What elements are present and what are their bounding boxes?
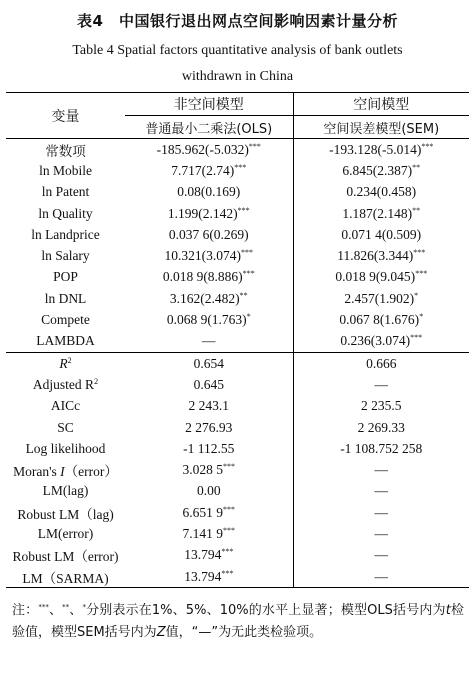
sem-value-text: 0.018 9(9.045) bbox=[335, 269, 416, 285]
ols-value: 0.654 bbox=[125, 352, 293, 374]
header-ols: 普通最小二乘法(OLS) bbox=[125, 116, 293, 139]
table-row bbox=[6, 267, 469, 288]
row-label bbox=[6, 182, 125, 203]
table-row bbox=[6, 417, 469, 438]
ols-value: 2 276.93 bbox=[125, 417, 293, 438]
ols-number: 13.794 bbox=[184, 547, 222, 563]
ols-value-text: 3.162(2.482) bbox=[169, 290, 240, 306]
significance-stars: *** bbox=[221, 568, 234, 578]
sem-value: — bbox=[374, 462, 388, 478]
significance-stars: *** bbox=[421, 141, 434, 151]
sem-value bbox=[293, 309, 469, 330]
table-title-en-line1: Table 4 Spatial factors quantitative analysis of bank outlets bbox=[72, 43, 403, 58]
table-row bbox=[6, 203, 469, 224]
statistics-rows bbox=[6, 352, 469, 587]
header-sem: 空间误差模型(SEM) bbox=[293, 116, 469, 139]
ols-value: 0.00 bbox=[125, 481, 293, 502]
row-label bbox=[6, 288, 125, 309]
row-label: LM(error) bbox=[37, 525, 94, 541]
ols-value bbox=[125, 523, 293, 544]
table-title-en bbox=[10, 38, 465, 90]
ols-number: 13.794 bbox=[184, 568, 222, 584]
sem-value-text: -193.128(-5.014) bbox=[329, 141, 422, 157]
ols-value bbox=[125, 267, 293, 288]
sem-value-text: 0.234(0.458) bbox=[346, 184, 417, 200]
table-row bbox=[6, 459, 469, 480]
note-stars-3: *** bbox=[38, 603, 49, 611]
ols-number: 3.028 5 bbox=[182, 462, 223, 478]
row-label: SC bbox=[57, 419, 74, 435]
table-row bbox=[6, 438, 469, 459]
row-label bbox=[6, 352, 125, 374]
sem-value bbox=[293, 245, 469, 266]
row-label bbox=[6, 245, 125, 266]
moran-label-i: I bbox=[60, 464, 65, 480]
sem-value bbox=[293, 203, 469, 224]
ols-value bbox=[125, 245, 293, 266]
significance-stars: *** bbox=[415, 269, 428, 279]
row-label-text: POP bbox=[53, 269, 78, 285]
ols-number: 7.141 9 bbox=[182, 525, 223, 541]
sem-value-text: 0.236(3.074) bbox=[340, 333, 411, 349]
r2-sup: 2 bbox=[67, 355, 72, 365]
row-label: AICc bbox=[50, 398, 81, 414]
note-t: t bbox=[445, 603, 451, 618]
sem-value bbox=[293, 182, 469, 203]
sem-value bbox=[293, 139, 469, 161]
significance-stars: *** bbox=[223, 525, 235, 535]
moran-label-pre: Moran's bbox=[13, 464, 61, 480]
sem-value bbox=[293, 288, 469, 309]
sem-value bbox=[293, 267, 469, 288]
row-label bbox=[6, 459, 125, 480]
ols-value-text: -185.962(-5.032) bbox=[156, 141, 249, 157]
row-label-text: Compete bbox=[41, 312, 90, 328]
significance-stars: *** bbox=[413, 248, 426, 258]
ols-value bbox=[125, 309, 293, 330]
sem-value: -1 108.752 258 bbox=[340, 440, 423, 456]
sem-value-text: 2.457(1.902) bbox=[344, 290, 415, 306]
ols-value-text: 7.717(2.74) bbox=[171, 162, 235, 178]
sem-value: — bbox=[374, 547, 388, 563]
ols-value bbox=[125, 203, 293, 224]
table-row bbox=[6, 545, 469, 566]
table-row bbox=[6, 352, 469, 374]
sem-value-text: 11.826(3.344) bbox=[337, 248, 414, 264]
sem-value: 0.666 bbox=[293, 352, 469, 374]
ols-value bbox=[125, 459, 293, 480]
table-row bbox=[6, 288, 469, 309]
row-label-text: ln DNL bbox=[44, 290, 87, 306]
sem-value bbox=[293, 331, 469, 353]
note-z: Z bbox=[156, 625, 166, 640]
sem-value: 2 235.5 bbox=[361, 398, 402, 414]
row-label-text: ln Landprice bbox=[31, 226, 100, 242]
sem-value bbox=[293, 224, 469, 245]
row-label: Log likelihood bbox=[25, 440, 106, 456]
significance-stars: ** bbox=[412, 205, 421, 215]
sem-value: 2 269.33 bbox=[357, 419, 405, 435]
ols-value bbox=[125, 160, 293, 181]
row-label: Robust LM（lag) bbox=[17, 506, 114, 522]
significance-stars: ** bbox=[239, 290, 248, 300]
ols-value-text: 0.018 9(8.886) bbox=[162, 269, 243, 285]
ols-value-text: — bbox=[202, 333, 216, 349]
table-row bbox=[6, 245, 469, 266]
ols-number: 6.651 9 bbox=[182, 504, 223, 520]
significance-stars: *** bbox=[248, 141, 261, 151]
adj-r2-sup: 2 bbox=[94, 376, 99, 386]
significance-stars: *** bbox=[237, 205, 250, 215]
table-row bbox=[6, 374, 469, 395]
sem-value-text: 1.187(2.148) bbox=[342, 205, 413, 221]
note-text-3: 值，“—”为无此类检验项。 bbox=[165, 625, 323, 640]
ols-value-text: 0.08(0.169) bbox=[177, 184, 241, 200]
significance-stars: *** bbox=[223, 462, 235, 472]
significance-stars: * bbox=[419, 312, 424, 322]
ols-value bbox=[125, 288, 293, 309]
row-label bbox=[6, 309, 125, 330]
row-label bbox=[6, 331, 125, 353]
table-row bbox=[6, 331, 469, 353]
sem-value bbox=[293, 160, 469, 181]
table-row bbox=[6, 309, 469, 330]
ols-value bbox=[125, 224, 293, 245]
significance-stars: *** bbox=[234, 162, 247, 172]
row-label-text: ln Quality bbox=[38, 205, 93, 221]
sem-value: — bbox=[374, 376, 388, 392]
significance-stars: *** bbox=[410, 333, 423, 343]
coefficient-rows bbox=[6, 139, 469, 353]
regression-table bbox=[6, 92, 469, 588]
sem-value: — bbox=[374, 483, 388, 499]
significance-stars: * bbox=[246, 312, 251, 322]
significance-stars: *** bbox=[242, 269, 255, 279]
sem-value: — bbox=[374, 504, 388, 520]
ols-value-text: 0.068 9(1.763) bbox=[166, 312, 247, 328]
table-row bbox=[6, 566, 469, 588]
moran-label-post: （error） bbox=[64, 464, 118, 480]
header-spatial-model: 空间模型 bbox=[293, 93, 469, 116]
table-title-en-line2: withdrawn in China bbox=[181, 69, 294, 84]
table-footnote bbox=[12, 600, 464, 644]
row-label bbox=[6, 203, 125, 224]
note-stars-2: ** bbox=[62, 603, 70, 611]
ols-value bbox=[125, 139, 293, 161]
ols-value bbox=[125, 331, 293, 353]
note-text-1: 分别表示在1%、5%、10%的水平上显著；模型OLS括号内为 bbox=[85, 603, 446, 618]
ols-value-text: 1.199(2.142) bbox=[167, 205, 238, 221]
row-label: LM(lag) bbox=[42, 483, 89, 499]
sem-value-text: 6.845(2.387) bbox=[342, 162, 413, 178]
row-label bbox=[6, 139, 125, 161]
ols-value bbox=[125, 182, 293, 203]
note-lead: 注： bbox=[12, 603, 39, 618]
table-row bbox=[6, 139, 469, 161]
row-label-text: ln Patent bbox=[41, 184, 90, 200]
header-variable: 变量 bbox=[6, 93, 125, 139]
ols-value bbox=[125, 566, 293, 588]
header-nonspatial-model: 非空间模型 bbox=[125, 93, 293, 116]
ols-value: 0.645 bbox=[125, 374, 293, 395]
row-label bbox=[6, 224, 125, 245]
significance-stars: *** bbox=[241, 248, 253, 258]
significance-stars: *** bbox=[223, 504, 235, 514]
note-sep-1: 、 bbox=[48, 603, 63, 618]
header-row-groups bbox=[6, 93, 469, 116]
row-label: LM（SARMA) bbox=[6, 566, 125, 588]
table-row bbox=[6, 160, 469, 181]
row-label-text: ln Salary bbox=[41, 248, 90, 264]
row-label: Robust LM（error) bbox=[12, 549, 119, 565]
note-sep-2: 、 bbox=[69, 603, 83, 618]
row-label-text: 常数项 bbox=[45, 143, 86, 160]
table-row bbox=[6, 224, 469, 245]
note-text-2: 检验值，模型SEM括号内为 bbox=[12, 603, 464, 640]
row-label-text: LAMBDA bbox=[36, 333, 95, 349]
ols-value bbox=[125, 502, 293, 523]
sem-value-text: 0.071 4(0.509) bbox=[341, 226, 422, 242]
significance-stars: ** bbox=[412, 162, 421, 172]
table-row bbox=[6, 523, 469, 544]
table-row bbox=[6, 502, 469, 523]
significance-stars: *** bbox=[221, 547, 234, 557]
r2-label: R bbox=[59, 355, 68, 371]
table-row bbox=[6, 396, 469, 417]
significance-stars: * bbox=[414, 290, 419, 300]
row-label bbox=[6, 374, 125, 395]
row-label bbox=[6, 267, 125, 288]
ols-value-text: 10.321(3.074) bbox=[164, 248, 241, 264]
table-row bbox=[6, 481, 469, 502]
table-row bbox=[6, 182, 469, 203]
sem-value: — bbox=[293, 566, 469, 588]
row-label-text: ln Mobile bbox=[39, 162, 92, 178]
ols-value: 2 243.1 bbox=[125, 396, 293, 417]
note-stars-1: * bbox=[82, 603, 86, 611]
ols-value: -1 112.55 bbox=[125, 438, 293, 459]
adj-r2-label: Adjusted R bbox=[32, 376, 95, 392]
sem-value: — bbox=[374, 525, 388, 541]
ols-value-text: 0.037 6(0.269) bbox=[168, 226, 249, 242]
sem-value-text: 0.067 8(1.676) bbox=[339, 312, 420, 328]
ols-value bbox=[125, 545, 293, 566]
row-label bbox=[6, 160, 125, 181]
table-title-cn: 表4 中国银行退出网点空间影响因素计量分析 bbox=[77, 12, 398, 30]
